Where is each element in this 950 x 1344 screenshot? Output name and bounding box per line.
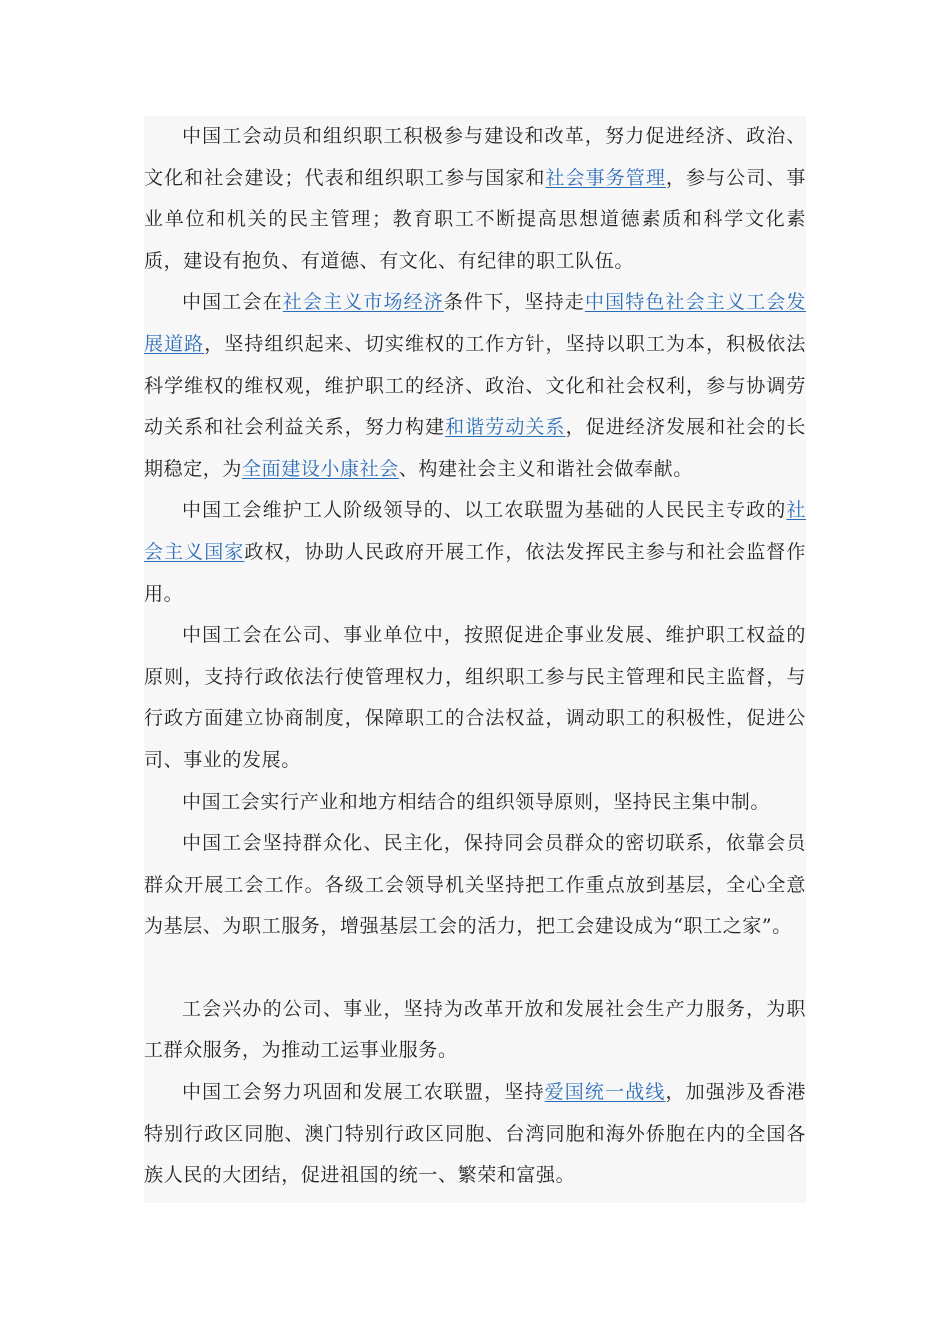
paragraph-text: 中国工会维护工人阶级领导的、以工农联盟为基础的人民民主专政的 [182, 499, 787, 522]
paragraph-text: ，参与公司、事业单位和机关的民主管理；教育职工不断提高思想道德素质和科学文化素质，建设有抱负、有道德、有文化、有纪律的职工队伍。 [144, 166, 806, 272]
inline-link[interactable]: 社会事务管理 [545, 166, 666, 189]
paragraph-text: ，促进经济发展和社会的长期稳定，为 [144, 416, 806, 480]
paragraph-text: ，加强涉及香港特别行政区同胞、澳门特别行政区同胞、台湾同胞和海外侨胞在内的全国各族人民的大团结，促进祖国的统一、繁荣和富强。 [144, 1081, 807, 1187]
paragraph-text: 中国工会在公司、事业单位中，按照促进企事业发展、维护职工权益的原则，支持行政依法行使管理权力，组织职工参与民主管理和民主监督，与行政方面建立协商制度，保障职工的合法权益，调动职工的积极性，促进公司、事业的发展。 [144, 624, 806, 771]
paragraph [144, 782, 806, 824]
paragraph [144, 989, 806, 1072]
paragraph-text: 工会兴办的公司、事业，坚持为改革开放和发展社会生产力服务，为职工群众服务，为推动工运事业服务。 [144, 997, 806, 1062]
paragraph-text: 中国工会努力巩固和发展工农联盟，坚持 [182, 1081, 545, 1104]
paragraph-text: 中国工会实行产业和地方相结合的组织领导原则，坚持民主集中制。 [182, 790, 771, 813]
paragraph-text: ，坚持组织起来、切实维权的工作方针，坚持以职工为本，积极依法科学维权的维权观，维护职工的经济、政治、文化和社会权利，参与协调劳动关系和社会利益关系，努力构建 [144, 332, 806, 439]
paragraph [144, 282, 806, 490]
inline-link[interactable]: 和谐劳动关系 [445, 416, 566, 439]
paragraph [144, 116, 806, 282]
paragraph-text: 中国工会在 [182, 291, 283, 314]
paragraph-text: 条件下，坚持走 [443, 291, 585, 314]
blank-line [144, 948, 806, 989]
inline-link[interactable]: 全面建设小康社会 [242, 457, 399, 480]
paragraph [144, 823, 806, 948]
paragraph [144, 1072, 806, 1197]
paragraph-text: 中国工会坚持群众化、民主化，保持同会员群众的密切联系，依靠会员群众开展工会工作。各级工会领导机关坚持把工作重点放到基层，全心全意为基层、为职工服务，增强基层工会的活力，把工会建设成为“职工之家”。 [144, 832, 806, 938]
inline-link[interactable]: 爱国统一战线 [544, 1081, 666, 1104]
inline-link[interactable]: 社会主义国家 [144, 499, 806, 563]
paragraph [144, 615, 806, 781]
inline-link[interactable]: 社会主义市场经济 [282, 291, 444, 314]
paragraph-text: 、构建社会主义和谐社会做奉献。 [398, 457, 693, 480]
paragraph [144, 490, 806, 615]
paragraph-text: 中国工会动员和组织职工积极参与建设和改革，努力促进经济、政治、文化和社会建设；代表和组织职工参与国家和 [144, 125, 806, 189]
paragraph-text: 政权，协助人民政府开展工作，依法发挥民主参与和社会监督作用。 [144, 540, 806, 605]
document-body [144, 116, 806, 1203]
inline-link[interactable]: 中国特色社会主义工会发展道路 [144, 291, 806, 355]
